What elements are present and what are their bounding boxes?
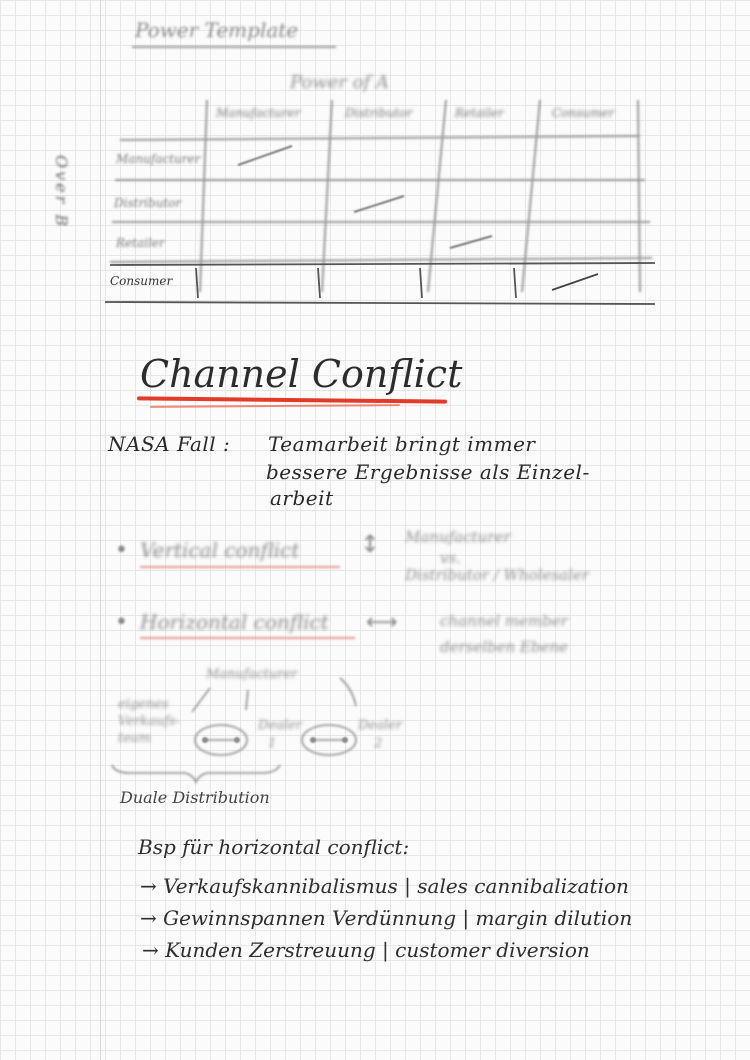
horizontal-conflict-label: Horizontal conflict [140,610,329,634]
horizontal-desc-line: channel member [440,612,568,630]
column-header: Retailer [455,106,504,120]
nasa-text-line: Teamarbeit bringt immer [268,432,536,456]
diagram-dealer-1-number: 1 [268,736,277,751]
diagram-left-line: team [118,731,151,746]
side-note: Over B [52,155,71,230]
diagram-manufacturer: Manufacturer [206,667,298,682]
bullet-dot: • [115,610,128,635]
column-header: Distributor [345,106,413,120]
horizontal-desc-line: derselben Ebene [440,638,568,656]
section-heading: Channel Conflict [140,352,463,396]
row-header: Distributor [114,196,182,210]
diagram-left-line: Verkaufs- [118,714,180,729]
row-header: Retailer [116,236,165,250]
vertical-conflict-label: Vertical conflict [140,538,300,562]
example-item: → Kunden Zerstreuung | customer diversion [142,938,590,962]
diagram-dealer-1: Dealer [258,718,302,733]
examples-intro: Bsp für horizontal conflict: [138,835,410,859]
bullet-dot: • [115,538,128,563]
nasa-text-line: bessere Ergebnisse als Einzel- [266,460,590,484]
example-item: → Verkaufskannibalismus | sales cannibalization [140,874,629,898]
diagram-dealer-2-number: 2 [374,736,383,751]
nasa-text-line: arbeit [270,486,334,510]
row-header: Manufacturer [116,152,201,166]
example-item: → Gewinnspannen Verdünnung | margin dilution [140,906,633,930]
nasa-label: NASA Fall : [108,432,231,456]
vertical-desc-line: vs. [440,549,461,567]
diagram-left-line: eigenes [118,697,169,712]
row-header: Consumer [110,274,173,288]
table-title: Power of A [290,72,389,93]
vertical-desc-line: Manufacturer [405,528,511,546]
diagram-caption: Duale Distribution [120,788,270,807]
vertical-desc-line: Distributor / Wholesaler [405,566,589,584]
column-header: Consumer [552,106,615,120]
horizontal-arrow-icon: ⟷ [366,610,398,635]
page-title: Power Template [135,18,299,42]
vertical-arrow-icon: ↕ [360,530,381,558]
column-header: Manufacturer [216,106,301,120]
diagram-dealer-2: Dealer [358,718,402,733]
